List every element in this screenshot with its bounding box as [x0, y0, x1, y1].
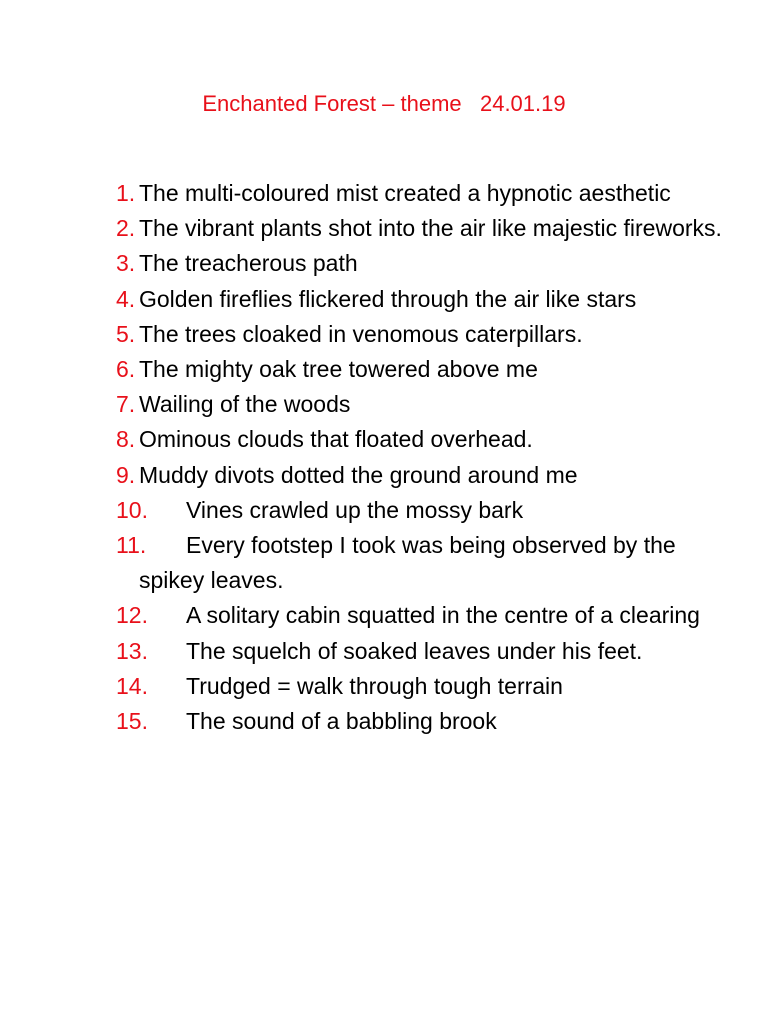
numbered-list	[0, 176, 768, 739]
list-item	[0, 176, 768, 211]
list-item-text: Muddy divots dotted the ground around me	[139, 461, 578, 488]
list-item	[0, 211, 768, 246]
list-item-text: The mighty oak tree towered above me	[139, 356, 538, 383]
list-item-number: 3.	[116, 250, 136, 277]
list-item-text: The treacherous path	[139, 250, 358, 277]
list-item-number: 11.	[116, 532, 147, 559]
list-item	[0, 352, 768, 387]
list-item-text: Golden fireflies flickered through the air like stars	[139, 285, 637, 312]
list-item-number: 14.	[116, 672, 148, 699]
list-item	[0, 282, 768, 317]
list-item-number: 7.	[116, 391, 136, 418]
list-item-text: A solitary cabin squatted in the centre of a clearing	[186, 602, 700, 629]
page-title: Enchanted Forest – theme 24.01.19	[202, 91, 566, 116]
list-item-number: 15.	[116, 708, 148, 735]
list-item-number: 8.	[116, 426, 136, 453]
list-item	[0, 598, 768, 633]
list-item-text: Every footstep I took was being observed by the spikey leaves.	[139, 532, 676, 594]
list-item-text: Trudged = walk through tough terrain	[186, 672, 563, 699]
list-item	[0, 528, 768, 598]
list-item-number: 4.	[116, 285, 136, 312]
list-item-number: 12.	[116, 602, 148, 629]
list-item	[0, 458, 768, 493]
list-item-number: 2.	[116, 215, 136, 242]
list-item-number: 9.	[116, 461, 136, 488]
list-item	[0, 704, 768, 739]
list-item-text: The multi-coloured mist created a hypnotic aesthetic	[139, 180, 671, 206]
list-item	[0, 422, 768, 457]
list-item	[0, 317, 768, 352]
list-item-text: The squelch of soaked leaves under his feet.	[186, 637, 643, 664]
list-item-number: 10.	[116, 496, 148, 523]
list-item-text: The trees cloaked in venomous caterpillars.	[139, 320, 583, 347]
list-item-number: 5.	[116, 320, 136, 347]
list-item	[0, 493, 768, 528]
list-item-text: The vibrant plants shot into the air like majestic fireworks.	[139, 215, 722, 242]
list-item-text: The sound of a babbling brook	[186, 708, 497, 735]
list-item-number: 1.	[116, 180, 136, 206]
list-item	[0, 634, 768, 669]
list-item	[0, 246, 768, 281]
list-item	[0, 669, 768, 704]
list-item	[0, 387, 768, 422]
list-item-text: Ominous clouds that floated overhead.	[139, 426, 533, 453]
list-item-number: 13.	[116, 637, 148, 664]
list-item-number: 6.	[116, 356, 136, 383]
list-item-text: Wailing of the woods	[139, 391, 351, 418]
list-item-text: Vines crawled up the mossy bark	[186, 496, 524, 523]
